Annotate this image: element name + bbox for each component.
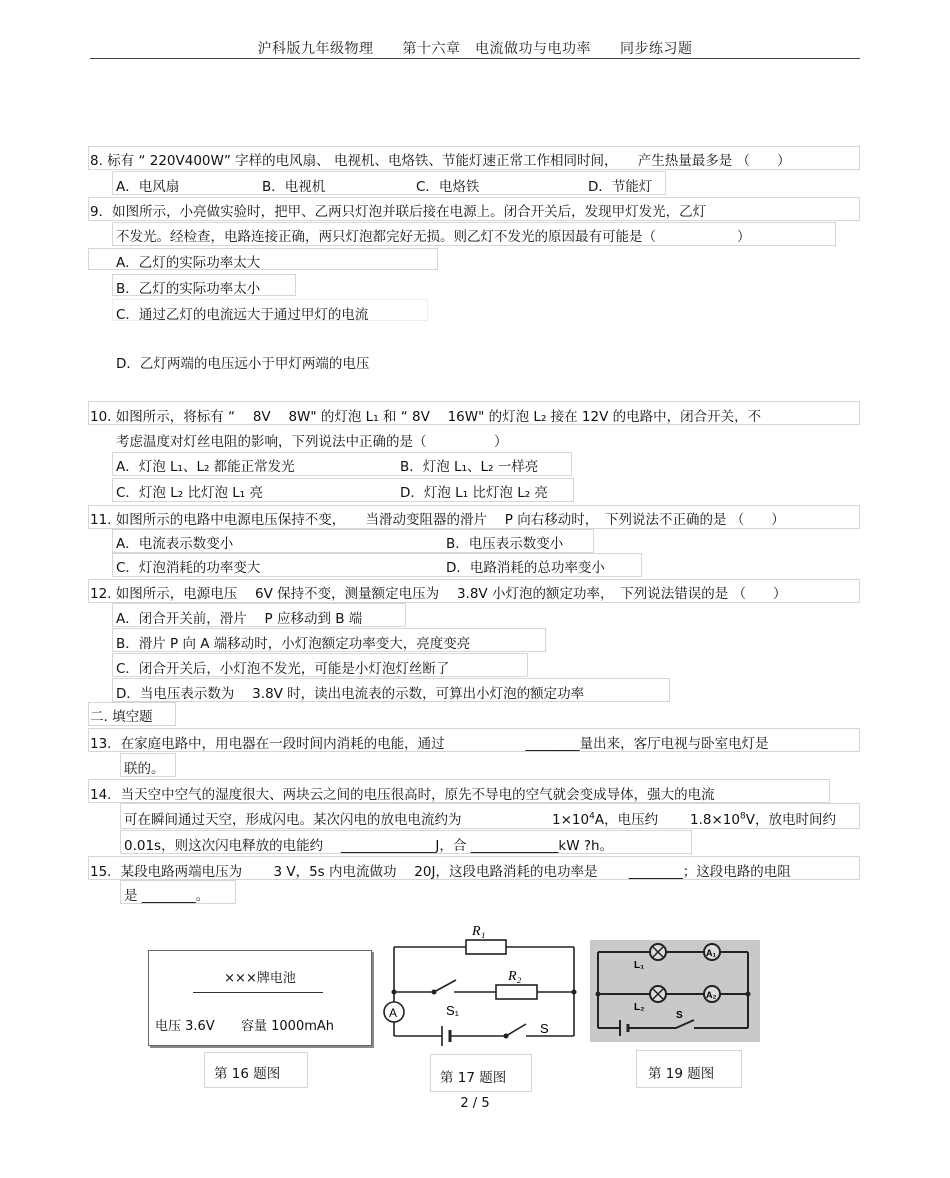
fig19-label-l1: L₁ xyxy=(634,960,645,971)
fig17-label-r1: R₁ xyxy=(472,924,486,939)
fig19-label-l2: L₂ xyxy=(634,1002,645,1013)
q11-option-d: D．电路消耗的总功率变小 xyxy=(446,560,605,576)
fig17-label-s1: S₁ xyxy=(446,1003,460,1018)
q9-stem-line1: 9．如图所示，小亮做实验时，把甲、乙两只灯泡并联后接在电源上。闭合开关后，发现甲灯发光，乙灯 xyxy=(90,204,707,220)
q12-option-b: B．滑片 P 向 A 端移动时，小灯泡额定功率变大，亮度变亮 xyxy=(116,636,471,652)
q14-voltage xyxy=(690,808,836,828)
q11-option-b: B．电压表示数变小 xyxy=(446,536,564,552)
q15-stem-line1: 15．某段电路两端电压为 3 V，5s 内电流做功 20J，这段电路消耗的电功率是 ________；这段电路的电阻 xyxy=(90,864,791,880)
fig17-switch-s xyxy=(506,1024,526,1036)
q10-option-c: C．灯泡 L₂ 比灯泡 L₁ 亮 xyxy=(116,485,263,501)
q13-stem-line2: 联的。 xyxy=(124,761,165,777)
fig16-battery-label xyxy=(148,950,372,1046)
fig19-label-a2: A₂ xyxy=(706,990,717,1000)
fig16-caption: 第 16 题图 xyxy=(214,1066,281,1082)
q14-voltage-exp: 8 xyxy=(739,811,746,822)
q8-option-c: C．电烙铁 xyxy=(416,179,480,195)
q11-option-a: A．电流表示数变小 xyxy=(116,536,234,552)
q9-option-c: C．通过乙灯的电流远大于通过甲灯的电流 xyxy=(116,307,369,323)
q14-current-exp: 4 xyxy=(589,811,595,822)
fig17-node xyxy=(572,990,577,995)
q8-option-d: D．节能灯 xyxy=(588,179,653,195)
fig17-node xyxy=(432,990,437,995)
fig19-caption: 第 19 题图 xyxy=(648,1066,715,1082)
q14-stem-line2a: 可在瞬间通过天空，形成闪电。某次闪电的放电电流约为 xyxy=(124,812,462,828)
fig16-capacity: 容量 1000mAh xyxy=(241,1019,335,1034)
q9-option-d: D．乙灯两端的电压远小于甲灯两端的电压 xyxy=(116,356,370,372)
q11-option-c: C．灯泡消耗的功率变大 xyxy=(116,560,261,576)
fig17-resistor-r1 xyxy=(466,940,506,954)
q8-options-box xyxy=(112,171,666,195)
fig19-label-a1: A₁ xyxy=(706,948,717,958)
fig17-switch-s1 xyxy=(434,980,456,992)
fig19-label-s: S xyxy=(676,1010,683,1021)
fig16-brand: ×××牌电池 xyxy=(224,971,296,986)
fig16-voltage: 电压 3.6V xyxy=(155,1019,215,1034)
q14-stem-line1: 14．当天空中空气的湿度很大、两块云之间的电压很高时，原先不导电的空气就会变成导体，强大的电流 xyxy=(90,787,715,803)
q9-option-b: B．乙灯的实际功率太小 xyxy=(116,281,261,297)
fig17-label-ammeter: A xyxy=(389,1006,398,1020)
q14-stem-line3: 0.01s，则这次闪电释放的电能约 ______________J，合 _____________kW ?h。 xyxy=(124,838,614,854)
q8-stem: 8. 标有 “ 220V400W” 字样的电风扇、 电视机、电烙铁、节能灯速正常工作相同时间， 产生热量最多是 （ ） xyxy=(90,153,791,169)
q10-option-d: D．灯泡 L₁ 比灯泡 L₂ 亮 xyxy=(400,485,548,501)
q10-option-a: A．灯泡 L₁、L₂ 都能正常发光 xyxy=(116,459,295,475)
q13-stem-line1: 13．在家庭电路中，用电器在一段时间内消耗的电能，通过 ________量出来，客厅电视与卧室电灯是 xyxy=(90,736,769,752)
q12-option-a: A．闭合开关前，滑片 P 应移动到 B 端 xyxy=(116,611,363,627)
q10-stem-line2: 考虑温度对灯丝电阻的影响，下列说法中正确的是（ ） xyxy=(116,434,508,450)
fig19-node xyxy=(596,992,601,997)
q10-option-b: B．灯泡 L₁、L₂ 一样亮 xyxy=(400,459,539,475)
fig19-node xyxy=(746,992,751,997)
fig17-node xyxy=(504,1034,509,1039)
q8-option-a: A．电风扇 xyxy=(116,179,180,195)
q14-voltage-base: 1.8×10 xyxy=(690,812,740,828)
fig19-background xyxy=(590,940,760,1042)
page-header: 沪科版九年级物理 第十六章 电流做功与电功率 同步练习题 xyxy=(257,41,693,57)
q14-current xyxy=(552,808,658,828)
fig16-divider xyxy=(193,992,323,993)
header-rule xyxy=(90,58,860,59)
fig19-lamp-l1 xyxy=(650,944,666,960)
q12-stem: 12. 如图所示，电源电压 6V 保持不变，测量额定电压为 3.8V 小灯泡的额定功率， 下列说法错误的是 （ ） xyxy=(90,586,787,602)
section2-title: 二. 填空题 xyxy=(90,709,153,725)
fig17-circuit xyxy=(374,912,584,1048)
q11-stem: 11. 如图所示的电路中电源电压保持不变， 当滑动变阻器的滑片 P 向右移动时， 下列说法不正确的是 （ ） xyxy=(90,512,785,528)
fig17-node xyxy=(392,990,397,995)
fig19-circuit xyxy=(590,940,760,1042)
fig17-caption: 第 17 题图 xyxy=(440,1070,507,1086)
q15-stem-line2: 是 ________。 xyxy=(124,888,210,904)
fig17-resistor-r2 xyxy=(496,985,537,999)
fig19-lamp-l2 xyxy=(650,986,666,1002)
q14-current-unit: A，电压约 xyxy=(594,812,659,828)
q14-stem-line2b: V，放电时间约 xyxy=(745,812,836,828)
q9-option-a: A．乙灯的实际功率太大 xyxy=(116,255,261,271)
fig17-label-r2: R₂ xyxy=(508,969,522,984)
q14-current-base: 1×10 xyxy=(552,812,590,828)
q12-option-d: D．当电压表示数为 3.8V 时，读出电流表的示数，可算出小灯泡的额定功率 xyxy=(116,686,585,702)
page-number: 2 / 5 xyxy=(460,1096,490,1111)
fig17-label-s: S xyxy=(540,1021,549,1036)
q9-stem-line2: 不发光。经检查，电路连接正确，两只灯泡都完好无损。则乙灯不发光的原因最有可能是（ ） xyxy=(116,229,751,245)
q10-stem-line1: 10. 如图所示，将标有 “ 8V 8W" 的灯泡 L₁ 和 “ 8V 16W" 的灯泡 L₂ 接在 12V 的电路中，闭合开关，不 xyxy=(90,409,762,425)
q8-option-b: B．电视机 xyxy=(262,179,326,195)
q12-option-c: C．闭合开关后，小灯泡不发光，可能是小灯泡灯丝断了 xyxy=(116,661,450,677)
